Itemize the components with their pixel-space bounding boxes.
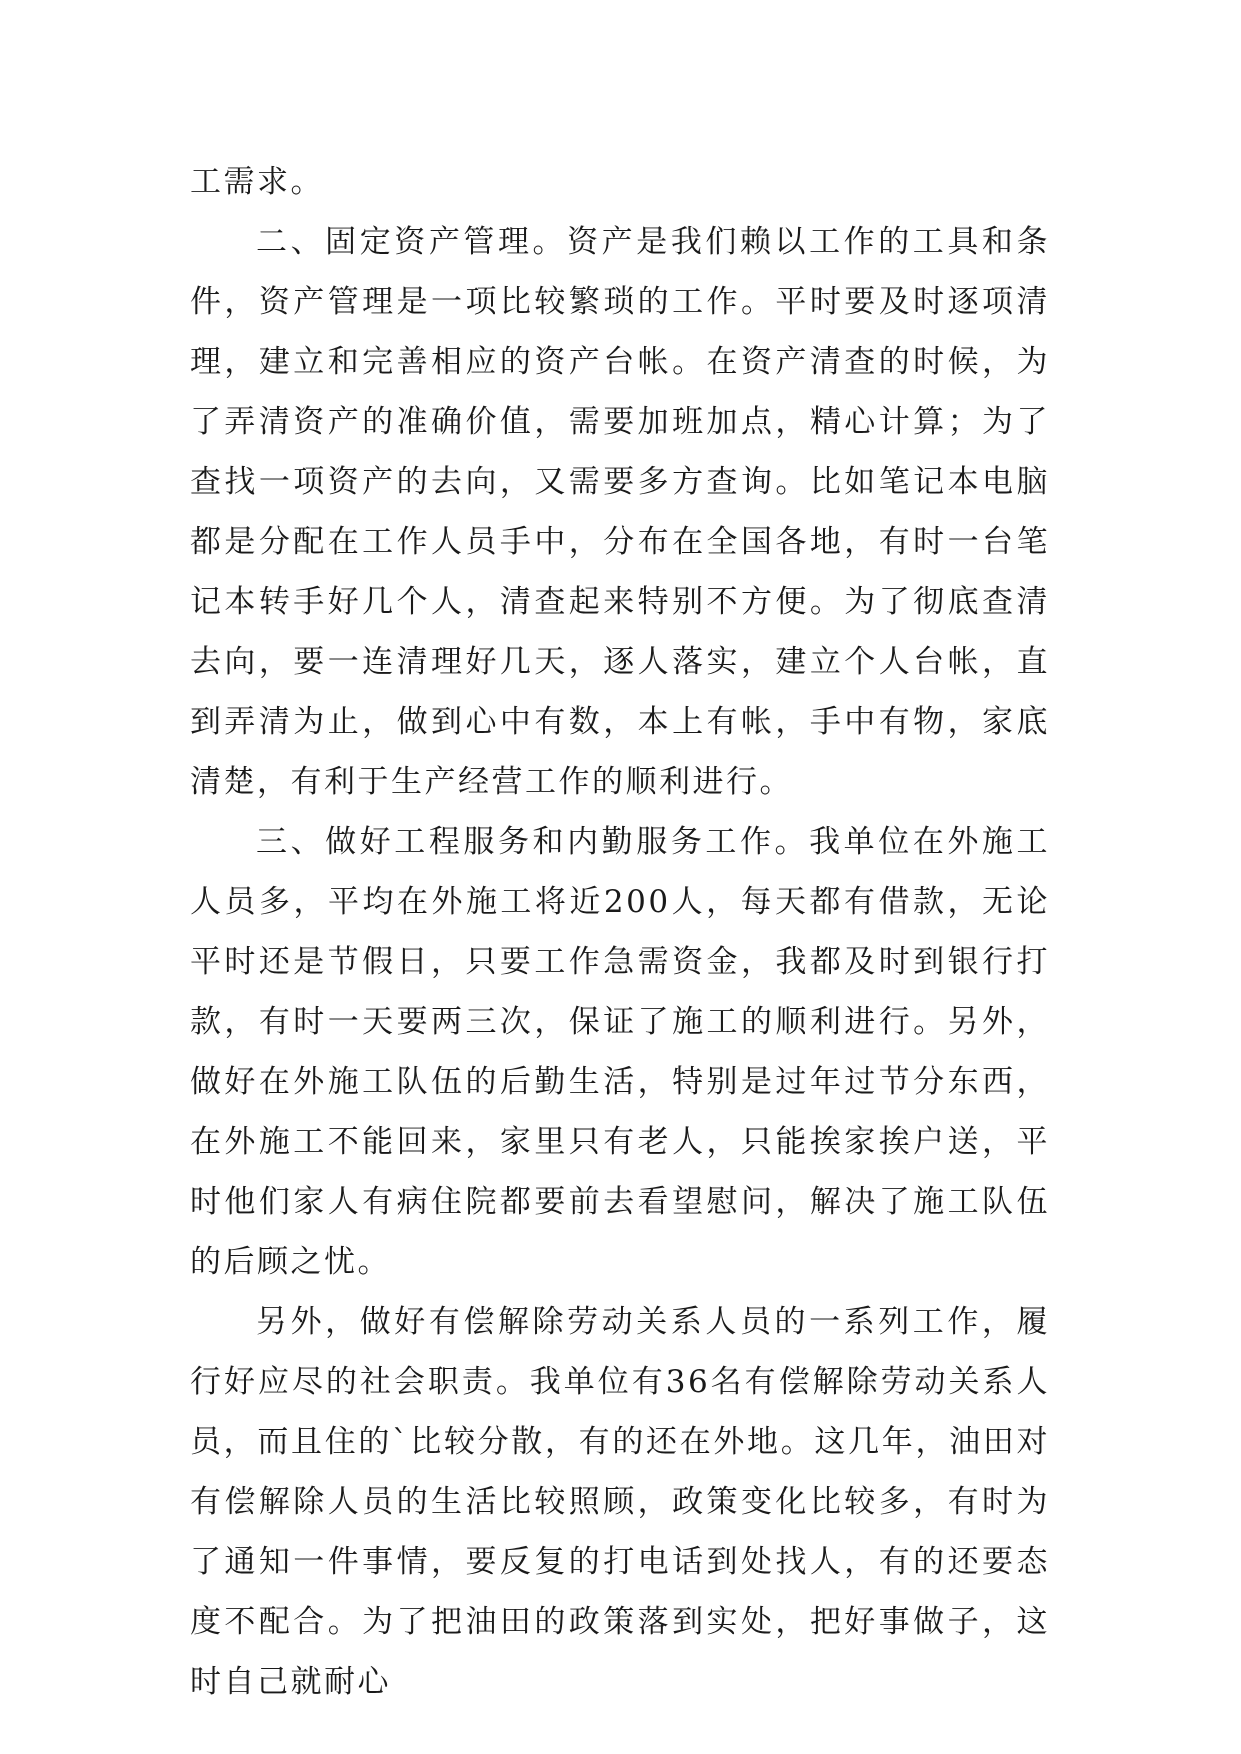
paragraph-fixed-assets: 二、固定资产管理。资产是我们赖以工作的工具和条件，资产管理是一项比较繁琐的工作。平时要及时逐项清理，建立和完善相应的资产台帐。在资产清查的时候，为了弄清资产的准确价值，需要加班加点，精心计算；为了查找一项资产的去向，又需要多方查询。比如笔记本电脑都是分配在工作人员手中，分布在全国各地，有时一台笔记本转手好几个人，清查起来特别不方便。为了彻底查清去向，要一连清理好几天，逐人落实，建立个人台帐，直到弄清为止，做到心中有数，本上有帐，手中有物，家底清楚，有利于生产经营工作的顺利进行。 — [190, 224, 1050, 800]
paragraph-engineering-service: 三、做好工程服务和内勤服务工作。我单位在外施工人员多，平均在外施工将近200人，每天都有借款，无论平时还是节假日，只要工作急需资金，我都及时到银行打款，有时一天要两三次，保证了施工的顺利进行。另外，做好在外施工队伍的后勤生活，特别是过年过节分东西，在外施工不能回来，家里只有老人，只能挨家挨户送，平时他们家人有病住院都要前去看望慰问，解决了施工队伍的后顾之忧。 — [190, 824, 1050, 1280]
paragraph-labor-relations: 另外，做好有偿解除劳动关系人员的一系列工作，履行好应尽的社会职责。我单位有36名有偿解除劳动关系人员，而且住的`比较分散，有的还在外地。这几年，油田对有偿解除人员的生活比较照顾，政策变化比较多，有时为了通知一件事情，要反复的打电话到处找人，有的还要态度不配合。为了把油田的政策落到实处，把好事做子，这时自己就耐心 — [190, 1304, 1050, 1700]
paragraph-continuation: 工需求。 — [190, 164, 324, 200]
document-body — [190, 152, 1050, 1712]
